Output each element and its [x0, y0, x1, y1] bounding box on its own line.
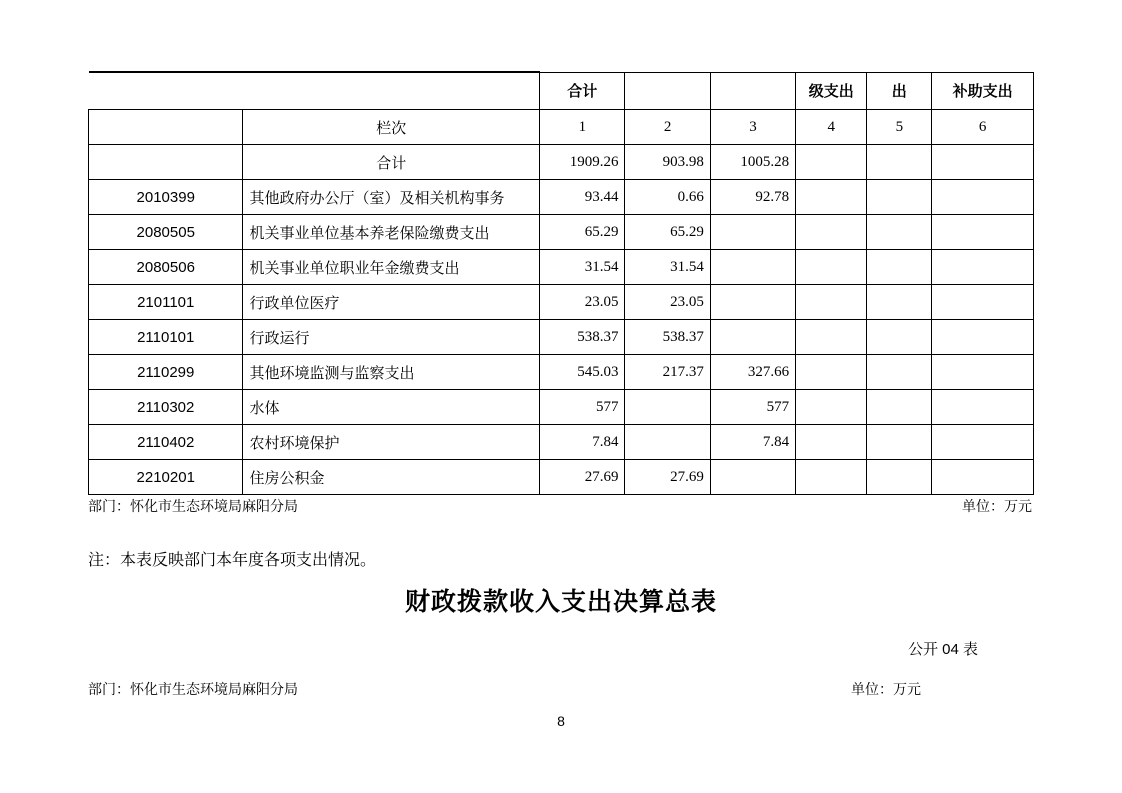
- column-index-2: 2: [625, 110, 710, 145]
- row-v2: 65.29: [625, 215, 710, 250]
- row-v1: 7.84: [540, 425, 625, 460]
- column-index-3: 3: [710, 110, 795, 145]
- table-header-row: [89, 72, 1034, 110]
- total-row-v6: [932, 145, 1034, 180]
- header-total: 合计: [540, 72, 625, 110]
- table-note: 注：本表反映部门本年度各项支出情况。: [88, 552, 377, 569]
- row-v5: [867, 425, 932, 460]
- row-v5: [867, 390, 932, 425]
- expenditure-table: [88, 71, 1034, 495]
- table-total-row: [89, 145, 1034, 180]
- row-name: 水体: [243, 390, 540, 425]
- row-v2: 31.54: [625, 250, 710, 285]
- header-col5: 出: [867, 72, 932, 110]
- row-name: 行政单位医疗: [243, 285, 540, 320]
- unit-label-2: 单位：万元: [851, 681, 921, 697]
- table-row: [89, 285, 1034, 320]
- row-v6: [932, 250, 1034, 285]
- row-v5: [867, 355, 932, 390]
- row-v2: [625, 390, 710, 425]
- row-v3: 7.84: [710, 425, 795, 460]
- table-row: [89, 250, 1034, 285]
- row-v2: 27.69: [625, 460, 710, 495]
- row-v3: [710, 320, 795, 355]
- unit-label: 单位：万元: [962, 498, 1032, 514]
- column-index-label-left: [89, 110, 243, 145]
- row-code: 2080505: [89, 215, 243, 250]
- row-v3: [710, 460, 795, 495]
- row-v4: [796, 320, 867, 355]
- column-index-6: 6: [932, 110, 1034, 145]
- row-name: 行政运行: [243, 320, 540, 355]
- row-name: 机关事业单位职业年金缴费支出: [243, 250, 540, 285]
- row-v4: [796, 250, 867, 285]
- table-row: [89, 355, 1034, 390]
- table-row: [89, 460, 1034, 495]
- row-code: 2101101: [89, 285, 243, 320]
- total-row-label: 合计: [243, 145, 540, 180]
- row-v5: [867, 215, 932, 250]
- row-v4: [796, 355, 867, 390]
- header-col4: 级支出: [796, 72, 867, 110]
- row-v1: 65.29: [540, 215, 625, 250]
- column-index-5: 5: [867, 110, 932, 145]
- header-col6: 补助支出: [932, 72, 1034, 110]
- department-label: 部门：怀化市生态环境局麻阳分局: [88, 498, 298, 514]
- row-v3: [710, 215, 795, 250]
- header-blank-name: [243, 72, 540, 110]
- header-blank-2: [625, 72, 710, 110]
- row-v6: [932, 215, 1034, 250]
- row-v3: 327.66: [710, 355, 795, 390]
- row-name: 机关事业单位基本养老保险缴费支出: [243, 215, 540, 250]
- row-name: 其他政府办公厅（室）及相关机构事务: [243, 180, 540, 215]
- total-row-v4: [796, 145, 867, 180]
- column-index-label: 栏次: [243, 110, 540, 145]
- row-name: 住房公积金: [243, 460, 540, 495]
- row-code: 2110101: [89, 320, 243, 355]
- table-row: [89, 215, 1034, 250]
- column-index-4: 4: [796, 110, 867, 145]
- row-v2: 217.37: [625, 355, 710, 390]
- row-code: 2080506: [89, 250, 243, 285]
- row-v4: [796, 180, 867, 215]
- department-label-2: 部门：怀化市生态环境局麻阳分局: [88, 681, 298, 697]
- row-v6: [932, 285, 1034, 320]
- row-v6: [932, 390, 1034, 425]
- row-v4: [796, 425, 867, 460]
- row-code: 2210201: [89, 460, 243, 495]
- row-v1: 577: [540, 390, 625, 425]
- table-row: [89, 390, 1034, 425]
- row-code: 2110299: [89, 355, 243, 390]
- row-v4: [796, 215, 867, 250]
- total-row-blank: [89, 145, 243, 180]
- table-row: [89, 320, 1034, 355]
- row-code: 2110302: [89, 390, 243, 425]
- row-v4: [796, 460, 867, 495]
- row-v2: 538.37: [625, 320, 710, 355]
- row-v5: [867, 285, 932, 320]
- row-v1: 23.05: [540, 285, 625, 320]
- row-code: 2110402: [89, 425, 243, 460]
- row-v6: [932, 180, 1034, 215]
- header-blank-3: [710, 72, 795, 110]
- row-v1: 31.54: [540, 250, 625, 285]
- row-v2: 23.05: [625, 285, 710, 320]
- row-v5: [867, 250, 932, 285]
- row-v1: 27.69: [540, 460, 625, 495]
- row-v2: [625, 425, 710, 460]
- row-v3: 92.78: [710, 180, 795, 215]
- row-name: 其他环境监测与监察支出: [243, 355, 540, 390]
- row-v5: [867, 320, 932, 355]
- table-row: [89, 425, 1034, 460]
- row-v3: [710, 285, 795, 320]
- total-row-v3: 1005.28: [710, 145, 795, 180]
- row-v3: [710, 250, 795, 285]
- row-v3: 577: [710, 390, 795, 425]
- row-v2: 0.66: [625, 180, 710, 215]
- total-row-v5: [867, 145, 932, 180]
- page-title: 财政拨款收入支出决算总表: [404, 588, 717, 616]
- row-code: 2010399: [89, 180, 243, 215]
- total-row-v2: 903.98: [625, 145, 710, 180]
- column-index-row: [89, 110, 1034, 145]
- column-index-1: 1: [540, 110, 625, 145]
- page-number: 8: [557, 713, 565, 729]
- row-v6: [932, 460, 1034, 495]
- row-v5: [867, 460, 932, 495]
- row-v1: 538.37: [540, 320, 625, 355]
- total-row-v1: 1909.26: [540, 145, 625, 180]
- row-v1: 545.03: [540, 355, 625, 390]
- row-v4: [796, 390, 867, 425]
- row-v4: [796, 285, 867, 320]
- form-number: 公开 04 表: [908, 641, 979, 658]
- row-v5: [867, 180, 932, 215]
- row-v1: 93.44: [540, 180, 625, 215]
- row-v6: [932, 425, 1034, 460]
- table-row: [89, 180, 1034, 215]
- row-v6: [932, 320, 1034, 355]
- header-blank-code: [89, 72, 243, 110]
- row-v6: [932, 355, 1034, 390]
- row-name: 农村环境保护: [243, 425, 540, 460]
